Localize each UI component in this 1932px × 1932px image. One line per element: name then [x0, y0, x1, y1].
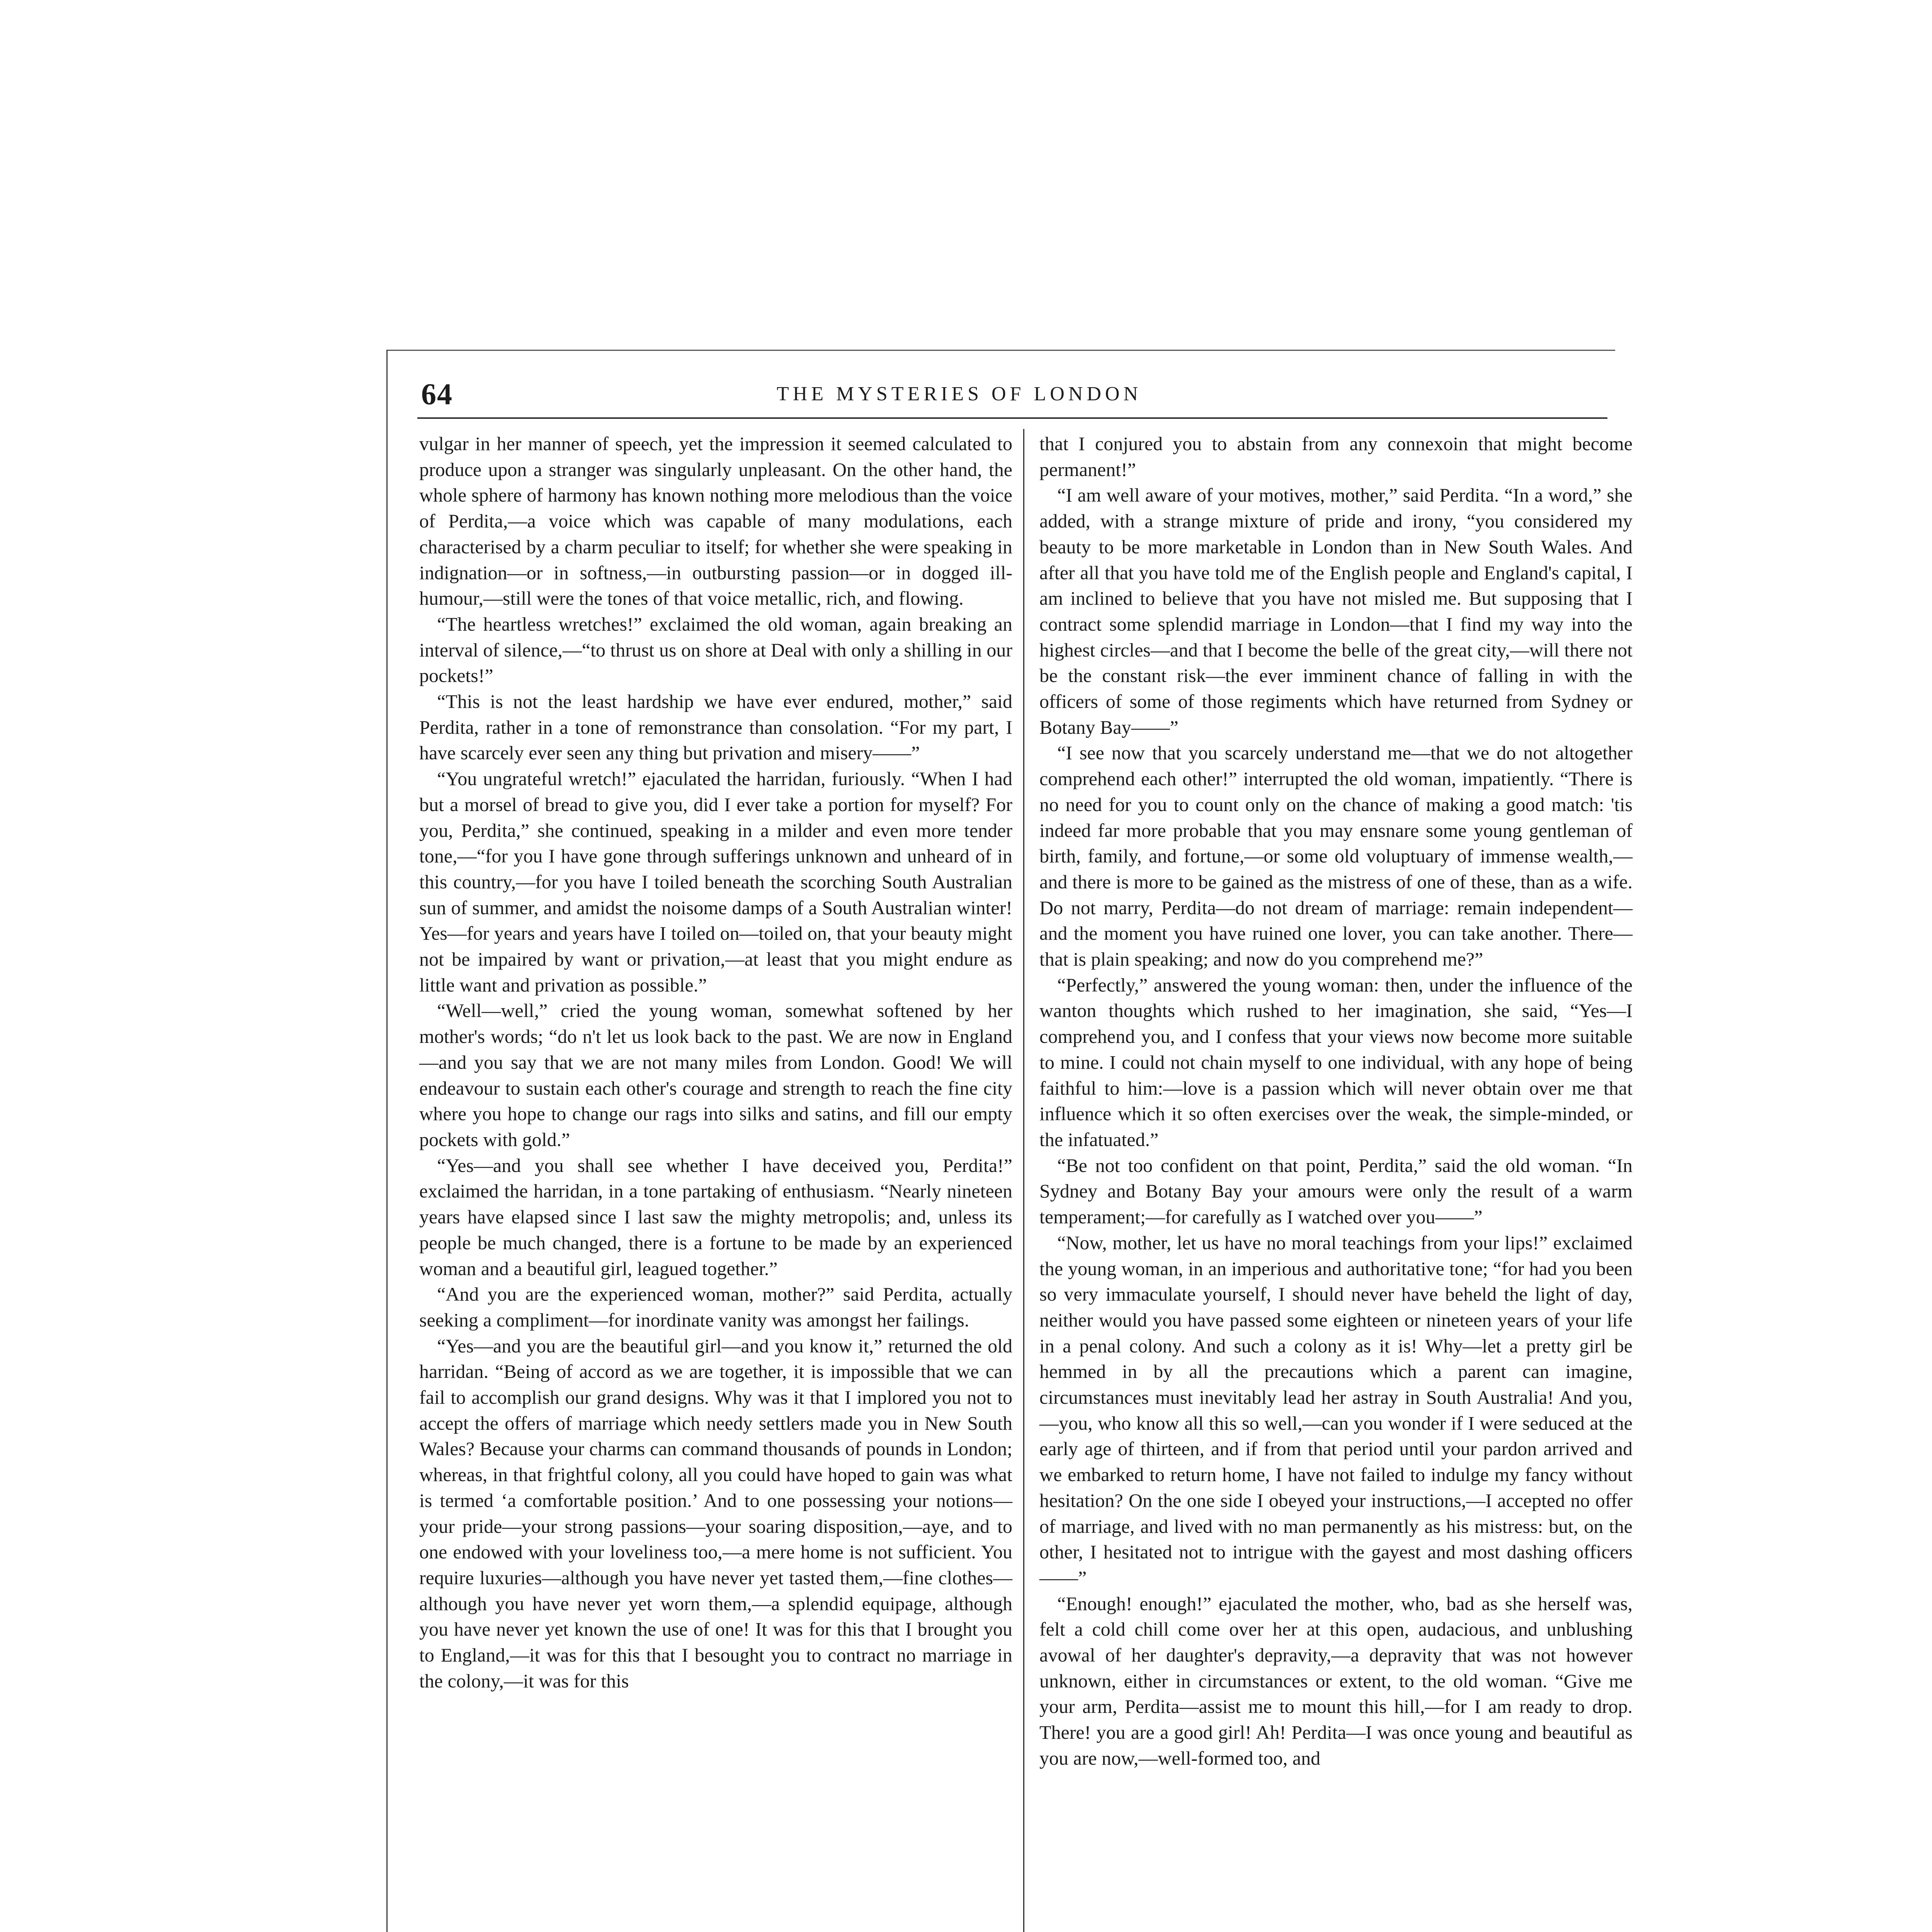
paragraph: “I see now that you scarcely understand me—that we do not altogether comprehend each other!” interrupted the old woman, impatiently. “There is no need for you to count only on the chance of making a good match: 'tis indeed far more probable that you may ensnare some young gentleman of birth, family, and fortune,—or some old voluptuary of immense wealth,—and there is more to be gained as the mistress of one of these, than as a wife. Do not marry, Perdita—do not dream of marriage: remain independent—and the moment you have ruined one lover, you can take another. There—that is plain speaking; and now do you comprehend me?”	[1039, 742, 1633, 970]
paragraph: vulgar in her manner of speech, yet the impression it seemed calculated to produce upon a stranger was singularly unpleasant. On the other hand, the whole sphere of harmony has known nothing more melodious than the voice of Perdita,—a voice which was capable of many modulations, each characterised by a charm peculiar to itself; for whether she were speaking in indignation—or in softness,—in outbursting passion—or in dogged ill-humour,—still were the tones of that voice metallic, rich, and flowing.	[419, 433, 1012, 609]
paragraph: “Now, mother, let us have no moral teachings from your lips!” exclaimed the young woman, in an imperious and authoritative tone; “for had you been so very immaculate yourself, I should never have beheld the light of day, neither would you have passed some eighteen or nineteen years of your life in a penal colony. And such a colony as it is! Why—let a pretty girl be hemmed in by all the precautions which a parent can imagine, circumstances must inevitably lead her astray in South Australia! And you,—you, who know all this so well,—can you wonder if I were seduced at the early age of thirteen, and if from that period until your pardon arrived and we embarked to return home, I have not failed to indulge my fancy without hesitation? On the one side I obeyed your instructions,—I accepted no offer of marriage, and lived with no man permanently as his mistress: but, on the other, I hesitated not to intrigue with the gayest and most dashing officers——”	[1039, 1231, 1633, 1588]
column-divider	[1023, 429, 1024, 1932]
page-number: 64	[421, 377, 453, 411]
header-rule	[417, 417, 1607, 419]
paragraph: “Well—well,” cried the young woman, somewhat softened by her mother's words; “do n't let us look back to the past. We are now in England—and you say that we are not many miles from London. Good! We will endeavour to sustain each other's courage and strength to reach the fine city where you hope to change our rags into silks and satins, and fill our empty pockets with gold.”	[419, 1000, 1012, 1150]
paragraph: “The heartless wretches!” exclaimed the old woman, again breaking an interval of silence,—“to thrust us on shore at Deal with only a shilling in our pockets!”	[419, 613, 1012, 687]
paragraph: “I am well aware of your motives, mother,” said Perdita. “In a word,” she added, with a strange mixture of pride and irony, “you considered my beauty to be more marketable in London than in New South Wales. And after all that you have told me of the English people and England's capital, I am inclined to believe that you have not misled me. But supposing that I contract some splendid marriage in London—that I find my way into the highest circles—and that I become the belle of the great city,—will there not be the constant risk—the ever imminent chance of falling in with the officers of some of those regiments which have returned from Sydney or Botany Bay——”	[1039, 484, 1633, 738]
paragraph: “Yes—and you shall see whether I have deceived you, Perdita!” exclaimed the harridan, in a tone partaking of enthusiasm. “Nearly nineteen years have elapsed since I last saw the mighty metropolis; and, unless its people be much changed, there is a fortune to be made by an experienced woman and a beautiful girl, leagued together.”	[419, 1154, 1012, 1279]
paragraph: “Be not too confident on that point, Perdita,” said the old woman. “In Sydney and Botany Bay your amours were only the result of a warm temperament;—for carefully as I watched over you——”	[1039, 1154, 1633, 1228]
top-frame-rule	[386, 350, 1615, 351]
paragraph: “You ungrateful wretch!” ejaculated the harridan, furiously. “When I had but a morsel of bread to give you, did I ever take a portion for myself? For you, Perdita,” she continued, speaking in a milder and even more tender tone,—“for you I have gone through sufferings unknown and unheard of in this country,—for you have I toiled beneath the scorching South Australian sun of summer, and amidst the noisome damps of a South Australian winter! Yes—for years and years have I toiled on—toiled on, that your beauty might not be impaired by want or privation,—at least that you might endure as little want and privation as possible.”	[419, 768, 1012, 996]
paragraph: “This is not the least hardship we have ever endured, mother,” said Perdita, rather in a tone of remonstrance than consolation. “For my part, I have scarcely ever seen any thing but privation and misery——”	[419, 690, 1012, 764]
running-head: THE MYSTERIES OF LONDON	[777, 383, 1142, 405]
right-column	[1039, 431, 1633, 1771]
paragraph: “Enough! enough!” ejaculated the mother, who, bad as she herself was, felt a cold chill come over her at this open, audacious, and unblushing avowal of her daughter's depravity,—a depravity that was not however unknown, either in circumstances or extent, to the old woman. “Give me your arm, Perdita—assist me to mount this hill,—for I am ready to drop. There! you are a good girl! Ah! Perdita—I was once young and beautiful as you are now,—well-formed too, and	[1039, 1592, 1633, 1769]
paragraph: “Yes—and you are the beautiful girl—and you know it,” returned the old harridan. “Being of accord as we are together, it is impossible that we can fail to accomplish our grand designs. Why was it that I implored you not to accept the offers of marriage which needy settlers made you in New South Wales? Because your charms can command thousands of pounds in London; whereas, in that frightful colony, all you could have hoped to gain was what is termed ‘a comfortable position.’ And to one possessing your notions—your pride—your strong passions—your soaring disposition,—aye, and to one endowed with your loveliness too,—a mere home is not sufficient. You require luxuries—although you have never yet tasted them,—fine clothes—although you have never yet worn them,—a splendid equipage, although you have never yet known the use of one! It was for this that I brought you to England,—it was for this that I besought you to contract no marriage in the colony,—it was for this	[419, 1335, 1012, 1692]
paragraph: that I conjured you to abstain from any connexoin that might become permanent!”	[1039, 433, 1633, 480]
left-column	[419, 431, 1012, 1694]
left-frame-rule	[386, 350, 388, 1932]
paragraph: “And you are the experienced woman, mother?” said Perdita, actually seeking a compliment—for inordinate vanity was amongst her failings.	[419, 1283, 1012, 1331]
paragraph: “Perfectly,” answered the young woman: then, under the influence of the wanton thoughts which rushed to her imagination, she said, “Yes—I comprehend you, and I confess that your views now become more suitable to mine. I could not chain myself to one individual, with any hope of being faithful to him:—love is a passion which will never obtain over me that influence which it so often exercises over the weak, the simple-minded, or the infatuated.”	[1039, 974, 1633, 1150]
